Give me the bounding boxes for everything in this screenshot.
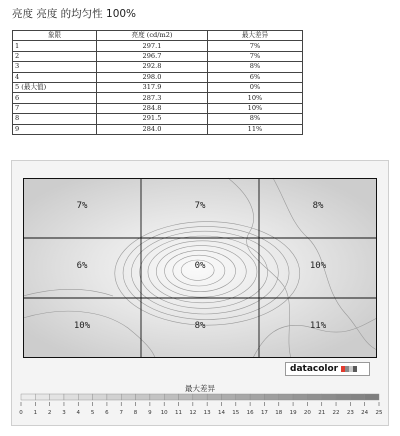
legend-swatch	[293, 394, 307, 400]
legend-tick-label: 6	[105, 410, 109, 416]
logo-mark-icon	[341, 366, 357, 372]
table-body	[13, 41, 303, 135]
legend-tick-label: 24	[361, 410, 369, 416]
legend-bar	[21, 394, 379, 401]
legend-tick-label: 22	[332, 410, 340, 416]
cell-label: 10%	[309, 261, 327, 272]
table-row	[13, 93, 303, 103]
legend-tick-label: 2	[47, 410, 52, 416]
cell-quadrant: 6	[13, 93, 97, 103]
legend-swatch	[64, 394, 78, 400]
legend-tick-label: 19	[289, 410, 297, 416]
legend-swatch	[307, 394, 321, 400]
header-luminance: 亮度 (cd/m2)	[97, 31, 208, 41]
page-title: 亮度 亮度 的均匀性 100%	[12, 8, 137, 20]
cell-max-difference: 10%	[208, 93, 303, 103]
cell-max-difference: 8%	[208, 114, 303, 124]
datacolor-logo	[285, 362, 370, 376]
legend-tick-label: 15	[232, 410, 240, 416]
table-row	[13, 82, 303, 92]
table-row	[13, 41, 303, 51]
cell-label: 8%	[312, 201, 324, 212]
legend-swatch	[136, 394, 150, 400]
legend-tick-label: 1	[33, 410, 38, 416]
cell-label: 0%	[194, 261, 206, 272]
cell-label: 10%	[73, 321, 91, 332]
legend-swatch	[121, 394, 135, 400]
cell-luminance: 284.8	[97, 103, 208, 113]
cell-luminance: 292.8	[97, 62, 208, 72]
legend-swatch	[350, 394, 364, 400]
legend-tick-label: 14	[217, 410, 225, 416]
table-row	[13, 103, 303, 113]
logo-mark-segment	[353, 366, 357, 372]
cell-max-difference: 0%	[208, 82, 303, 92]
cell-quadrant: 1	[13, 41, 97, 51]
legend-swatch	[336, 394, 350, 400]
cell-luminance: 297.1	[97, 41, 208, 51]
legend-swatch	[150, 394, 164, 400]
cell-max-difference: 10%	[208, 103, 303, 113]
cell-luminance: 317.9	[97, 82, 208, 92]
legend-tick-label: 0	[19, 410, 23, 416]
cell-luminance: 298.0	[97, 72, 208, 82]
cell-quadrant: 4	[13, 72, 97, 82]
legend-tick-label: 4	[76, 410, 81, 416]
legend-swatch	[264, 394, 278, 400]
legend-tick-label: 18	[275, 410, 283, 416]
legend-tick-label: 13	[203, 410, 211, 416]
cell-quadrant: 5 (最大值)	[13, 82, 97, 92]
cell-max-difference: 7%	[208, 41, 303, 51]
legend-swatch	[21, 394, 35, 400]
cell-luminance: 284.0	[97, 124, 208, 134]
legend-swatch	[322, 394, 336, 400]
legend-swatch	[207, 394, 221, 400]
cell-max-difference: 8%	[208, 62, 303, 72]
legend-swatch	[78, 394, 92, 400]
legend-tick-label: 12	[189, 410, 197, 416]
header-quadrant: 象限	[13, 31, 97, 41]
legend-ticks	[19, 402, 383, 418]
legend-swatch	[236, 394, 250, 400]
legend-tick-label: 7	[119, 410, 123, 416]
table-row	[13, 72, 303, 82]
cell-label: 7%	[194, 201, 206, 212]
legend-tick-label: 11	[175, 410, 183, 416]
cell-quadrant: 8	[13, 114, 97, 124]
cell-quadrant: 3	[13, 62, 97, 72]
legend-tick-label: 23	[346, 410, 354, 416]
legend-tick-label: 20	[303, 410, 311, 416]
legend-tick-label: 25	[375, 410, 383, 416]
cell-label: 7%	[76, 201, 88, 212]
legend-tick-label: 5	[90, 410, 95, 416]
table-row	[13, 124, 303, 134]
legend-swatch	[193, 394, 207, 400]
cell-quadrant: 7	[13, 103, 97, 113]
legend-tick-label: 16	[246, 410, 254, 416]
legend-tick-label: 10	[160, 410, 168, 416]
cell-luminance: 296.7	[97, 51, 208, 61]
legend-swatch	[164, 394, 178, 400]
table-row	[13, 114, 303, 124]
legend-tick-label: 21	[318, 410, 326, 416]
legend-swatch	[365, 394, 379, 400]
legend-swatch	[250, 394, 264, 400]
legend-swatch	[221, 394, 235, 400]
cell-luminance: 287.3	[97, 93, 208, 103]
legend-swatch	[35, 394, 49, 400]
table-header	[13, 31, 303, 41]
cell-quadrant: 2	[13, 51, 97, 61]
cell-max-difference: 7%	[208, 51, 303, 61]
table-row	[13, 62, 303, 72]
cell-label: 8%	[194, 321, 206, 332]
header-max-difference: 最大差异	[208, 31, 303, 41]
cell-quadrant: 9	[13, 124, 97, 134]
quadrant-table	[12, 30, 303, 135]
cell-luminance: 291.5	[97, 114, 208, 124]
cell-label: 11%	[309, 321, 327, 332]
legend-swatch	[279, 394, 293, 400]
table-row	[13, 51, 303, 61]
uniformity-heatmap	[23, 178, 377, 358]
legend-swatch	[179, 394, 193, 400]
legend-tick-label: 9	[148, 410, 152, 416]
logo-text: datacolor	[290, 364, 339, 374]
legend-swatch	[93, 394, 107, 400]
legend-tick-label: 3	[62, 410, 66, 416]
legend-tick-label: 8	[133, 410, 138, 416]
cell-max-difference: 11%	[208, 124, 303, 134]
legend-swatch	[107, 394, 121, 400]
legend-swatch	[50, 394, 64, 400]
legend-title: 最大差异	[185, 384, 215, 393]
legend-tick-label: 17	[260, 410, 268, 416]
cell-max-difference: 6%	[208, 72, 303, 82]
cell-label: 6%	[76, 261, 88, 272]
